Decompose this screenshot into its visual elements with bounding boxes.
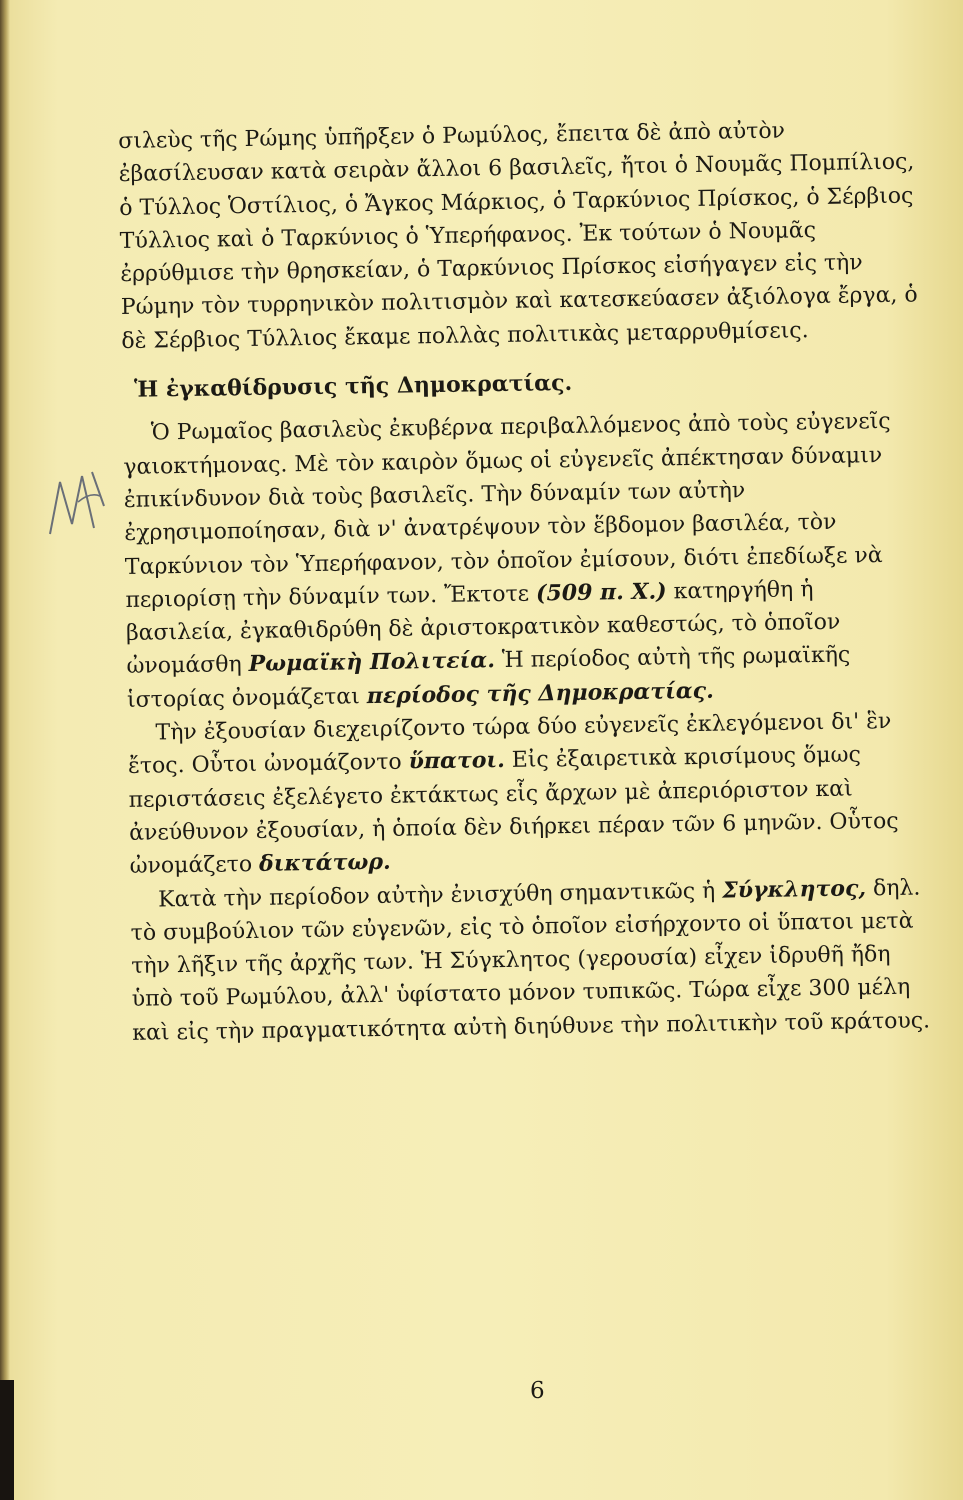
- text-run: δηλ. τὸ συμβούλιον τῶν εὐγενῶν, εἰς τὸ ὁποῖον εἰσήρχοντο οἱ ὕπατοι μετὰ τὴν λῆξιν τῆς ἀρχῆς των. Ἡ Σύγκλητος (γερουσία) εἶχεν ἱδρυθῆ ἤδη ὑπὸ τοῦ Ρωμύλου, ἀλλ' ὑφίστατο μόνον τυπικῶς. Τώρα εἶχε 300 μέλη καὶ εἰς τὴν πραγματικότητα αὐτὴ διηύθυνε τὴν πολιτικὴν τοῦ κράτους.: [130, 875, 931, 1046]
- paragraph-consuls: [127, 704, 930, 883]
- page-corner-shadow: [0, 1380, 14, 1500]
- section-heading: Ἡ ἐγκαθίδρυσις τῆς Δημοκρατίας.: [133, 369, 573, 403]
- paragraph-republic: [123, 405, 928, 717]
- intro-paragraph: σιλεὺς τῆς Ρώμης ὑπῆρξεν ὁ Ρωμύλος, ἔπειτα δὲ ἀπὸ αὐτὸν ἐβασίλευσαν κατὰ σειρὰν ἄλλοι 6 βασιλεῖς, ἤτοι ὁ Νουμᾶς Πομπίλιος, ὁ Τύλλος Ὁστίλιος, ὁ Ἄγκος Μάρκιος, ὁ Ταρκύνιος Πρίσκος, ὁ Σέρβιος Τύλλιος καὶ ὁ Ταρκύνιος ὁ Ὑπερήφανος. Ἐκ τούτων ὁ Νουμᾶς ἐρρύθμισε τὴν θρησκείαν, ὁ Ταρκύνιος Πρίσκος εἰσήγαγεν εἰς τὴν Ρώμην τὸν τυρρηνικὸν πολιτισμὸν καὶ κατεσκεύασεν ἀξιόλογα ἔργα, ὁ δὲ Σέρβιος Τύλλιος ἔκαμε πολλὰς πολιτικὰς μεταρρυθμίσεις.: [118, 118, 918, 354]
- term-emphasis: περίοδος τῆς Δημοκρατίας.: [366, 677, 714, 709]
- term-emphasis: Ρωμαϊκὴ Πολιτεία.: [248, 647, 496, 678]
- text-run: Ὁ Ρωμαῖος βασιλεὺς ἐκυβέρνα περιβαλλόμενος ἀπὸ τοὺς εὐγενεῖς γαιοκτήμονας. Μὲ τὸν καιρὸν ὅμως οἱ εὐγενεῖς ἀπέκτησαν δύναμιν ἐπικίνδυνον διὰ τοὺς βασιλεῖς. Τὴν δύναμίν των αὐτὴν ἐχρησιμοποίησαν, διὰ ν' ἀνατρέψουν τὸν ἕβδομον βασιλέα, τὸν Ταρκύνιον τὸν Ὑπερήφανον, τὸν ὁποῖον ἐμίσουν, διότι ἐπεδίωξε νὰ περιορίσῃ τὴν δύναμίν των. Ἔκτοτε: [123, 409, 891, 613]
- term-emphasis: ὕπατοι.: [408, 747, 505, 775]
- paragraph-senate: [130, 871, 933, 1050]
- main-text: [118, 112, 932, 1049]
- text-run: κατηργήθη ἡ βασιλεία, ἐγκαθιδρύθη δὲ ἀριστοκρατικὸν καθεστώς, τὸ ὁποῖον ὠνομάσθη: [125, 576, 841, 680]
- text-run: Τὴν ἐξουσίαν διεχειρίζοντο τώρα δύο εὐγενεῖς ἐκλεγόμενοι δι' ἓν ἔτος. Οὗτοι ὠνομάζοντο: [127, 708, 892, 780]
- term-emphasis: δικτάτωρ.: [258, 849, 391, 878]
- handwritten-margin-note: [42, 462, 112, 552]
- text-run: Κατὰ τὴν περίοδον αὐτὴν ἐνισχύθη σημαντικῶς ἡ: [157, 878, 723, 912]
- term-emphasis: Σύγκλητος,: [722, 874, 867, 904]
- text-run: Ἡ περίοδος αὐτὴ τῆς ρωμαϊκῆς ἱστορίας ὀνομάζεται: [126, 643, 851, 713]
- page-spine-shadow: [0, 0, 10, 1500]
- page-number: 6: [530, 1378, 545, 1404]
- date-emphasis: (509 π. Χ.): [535, 578, 667, 607]
- text-run: Εἰς ἐξαιρετικὰ κρισίμους ὅμως περιστάσεις ἐξελέγετο ἐκτάκτως εἷς ἄρχων μὲ ἀπεριόριστον καὶ ἀνεύθυνον ἐξουσίαν, ἡ ὁποία δὲν διήρκει πέραν τῶν 6 μηνῶν. Οὗτος ὠνομάζετο: [128, 742, 899, 880]
